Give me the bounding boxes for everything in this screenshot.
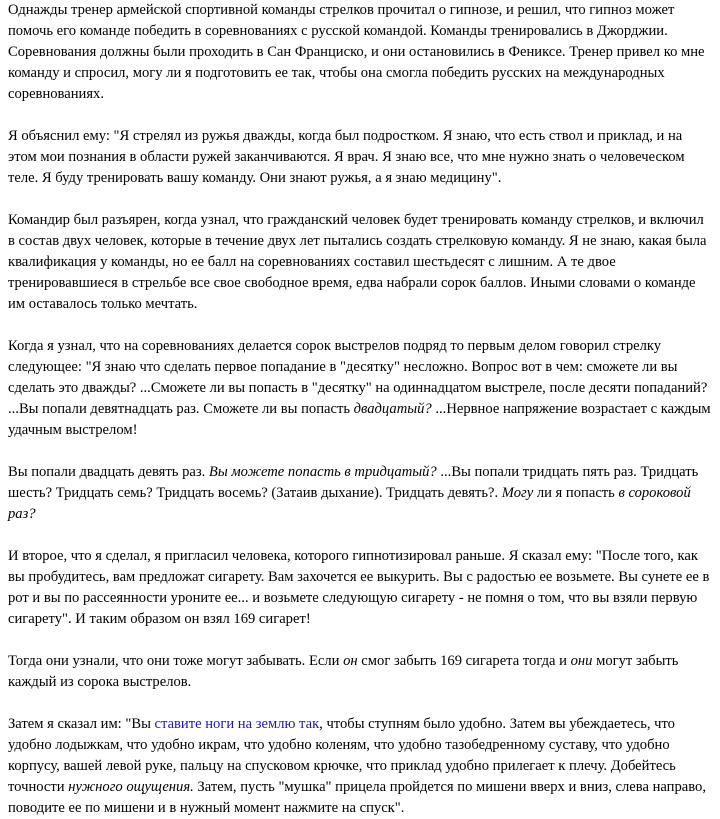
paragraph-commander: Командир был разъярен, когда узнал, что гражданский человек будет тренировать команду стрелков, и включил в состав двух человек, которые в течение двух лет пытались создать стрелковую команду. Я не знаю, какая была квалификация у команды, но ее балл на соревнованиях составил шестьдесят с лишним. А те двое тренировавшиеся в стрельбе все свое свободное время, едва набрали сорок баллов. Иными словами о команде им оставалось только мечтать. xyxy=(8,212,707,312)
text-run: , чтобы ступням было удобно. Затем вы убеждаетесь, что удобно лодыжкам, что удобно икрам, что удобно коленям, что удобно тазобедренному суставу, что удобно корпусу, вашей левой руке, пальцу на спусковом крючке, что приклад удобно прилегает к плечу. Добейтесь точности xyxy=(8,716,676,795)
italic-text: Вы можете попасть в тридцатый? xyxy=(208,464,437,480)
paragraph-explanation: Я объяснил ему: "Я стрелял из ружья дважды, когда был подростком. Я знаю, что есть ствол и приклад, и на этом мои познания в области ружей заканчиваются. Я врач. Я знаю все, что мне нужно знать о человеческом теле. Я буду тренировать вашу команду. Они знают ружья, а я знаю медицину". xyxy=(8,128,685,186)
paragraph-coach-request: Однажды тренер армейской спортивной команды стрелков прочитал о гипнозе, и решил, что гипноз может помочь его команде победить в соревнованиях с русской командой. Команды тренировались в Джорджии. Соревнования должны были проходить в Сан Франциско, и они остановились в Фениксе. Тренер привел ко мне команду и спросил, могу ли я подготовить ее так, чтобы она смогла победить русских на международных соревнованиях. xyxy=(8,2,705,102)
paragraph-forty-shots xyxy=(8,336,714,441)
text-run: Тогда они узнали, что они тоже могут забывать. Если xyxy=(8,653,344,669)
italic-text: они xyxy=(570,653,593,669)
text-run: могут забыть каждый из сорока выстрелов. xyxy=(8,653,679,690)
paragraph-cigarettes: И второе, что я сделал, я пригласил человека, которого гипнотизировал раньше. Я сказал ему: "После того, как вы пробудитесь, вам предложат сигарету. Вам захочется ее выкурить. Вы с радостью ее возьмете. Вы сунете ее в рот и вы по рассеянности уроните ее... и возьмете следующую сигарету - не помня о том, что вы взяли первую сигарету". И таким образом он взял 169 сигарет! xyxy=(8,548,710,627)
italic-text: Могу xyxy=(501,485,534,501)
text-run: смог забыть 169 сигарета тогда и xyxy=(357,653,571,669)
italic-text: нужного ощущения. xyxy=(68,779,194,795)
paragraph-forgetting xyxy=(8,651,714,693)
feet-link[interactable]: ставите ноги на землю так xyxy=(154,716,320,732)
italic-text: он xyxy=(343,653,358,669)
paragraph-instructions xyxy=(8,714,714,819)
italic-text: двадцатый? xyxy=(353,401,432,417)
text-run: ли я попасть xyxy=(533,485,619,501)
text-run: Вы попали двадцать девять раз. xyxy=(8,464,209,480)
text-run: ...Вы попали тридцать пять раз. Тридцать шесть? Тридцать семь? Тридцать восемь? (Затаив дыхание). Тридцать девять?. xyxy=(8,464,699,501)
text-run: Затем я сказал им: "Вы xyxy=(8,716,155,732)
text-run: ...Нервное напряжение возрастает с каждым удачным выстрелом! xyxy=(8,401,711,438)
text-run: Затем, пусть "мушка" прицела пройдется по мишени вверх и вниз, слева направо, поводите ее по мишени и в нужный момент нажмите на спуск". xyxy=(8,779,706,816)
text-run: Когда я узнал, что на соревнованиях делается сорок выстрелов подряд то первым делом говорил стрелку следующее: "Я знаю что сделать первое попадание в "десятку" несложно. Вопрос вот в чем: сможете ли вы сделать это дважды? ...Сможете ли вы попасть в "десятку" на одиннадцатом выстреле, после десяти попаданий? ...Вы попали девятнадцать раз. Сможете ли вы попасть xyxy=(8,338,708,417)
italic-text: в сороковой раз? xyxy=(8,485,691,522)
paragraph-thirty-nine xyxy=(8,462,714,525)
